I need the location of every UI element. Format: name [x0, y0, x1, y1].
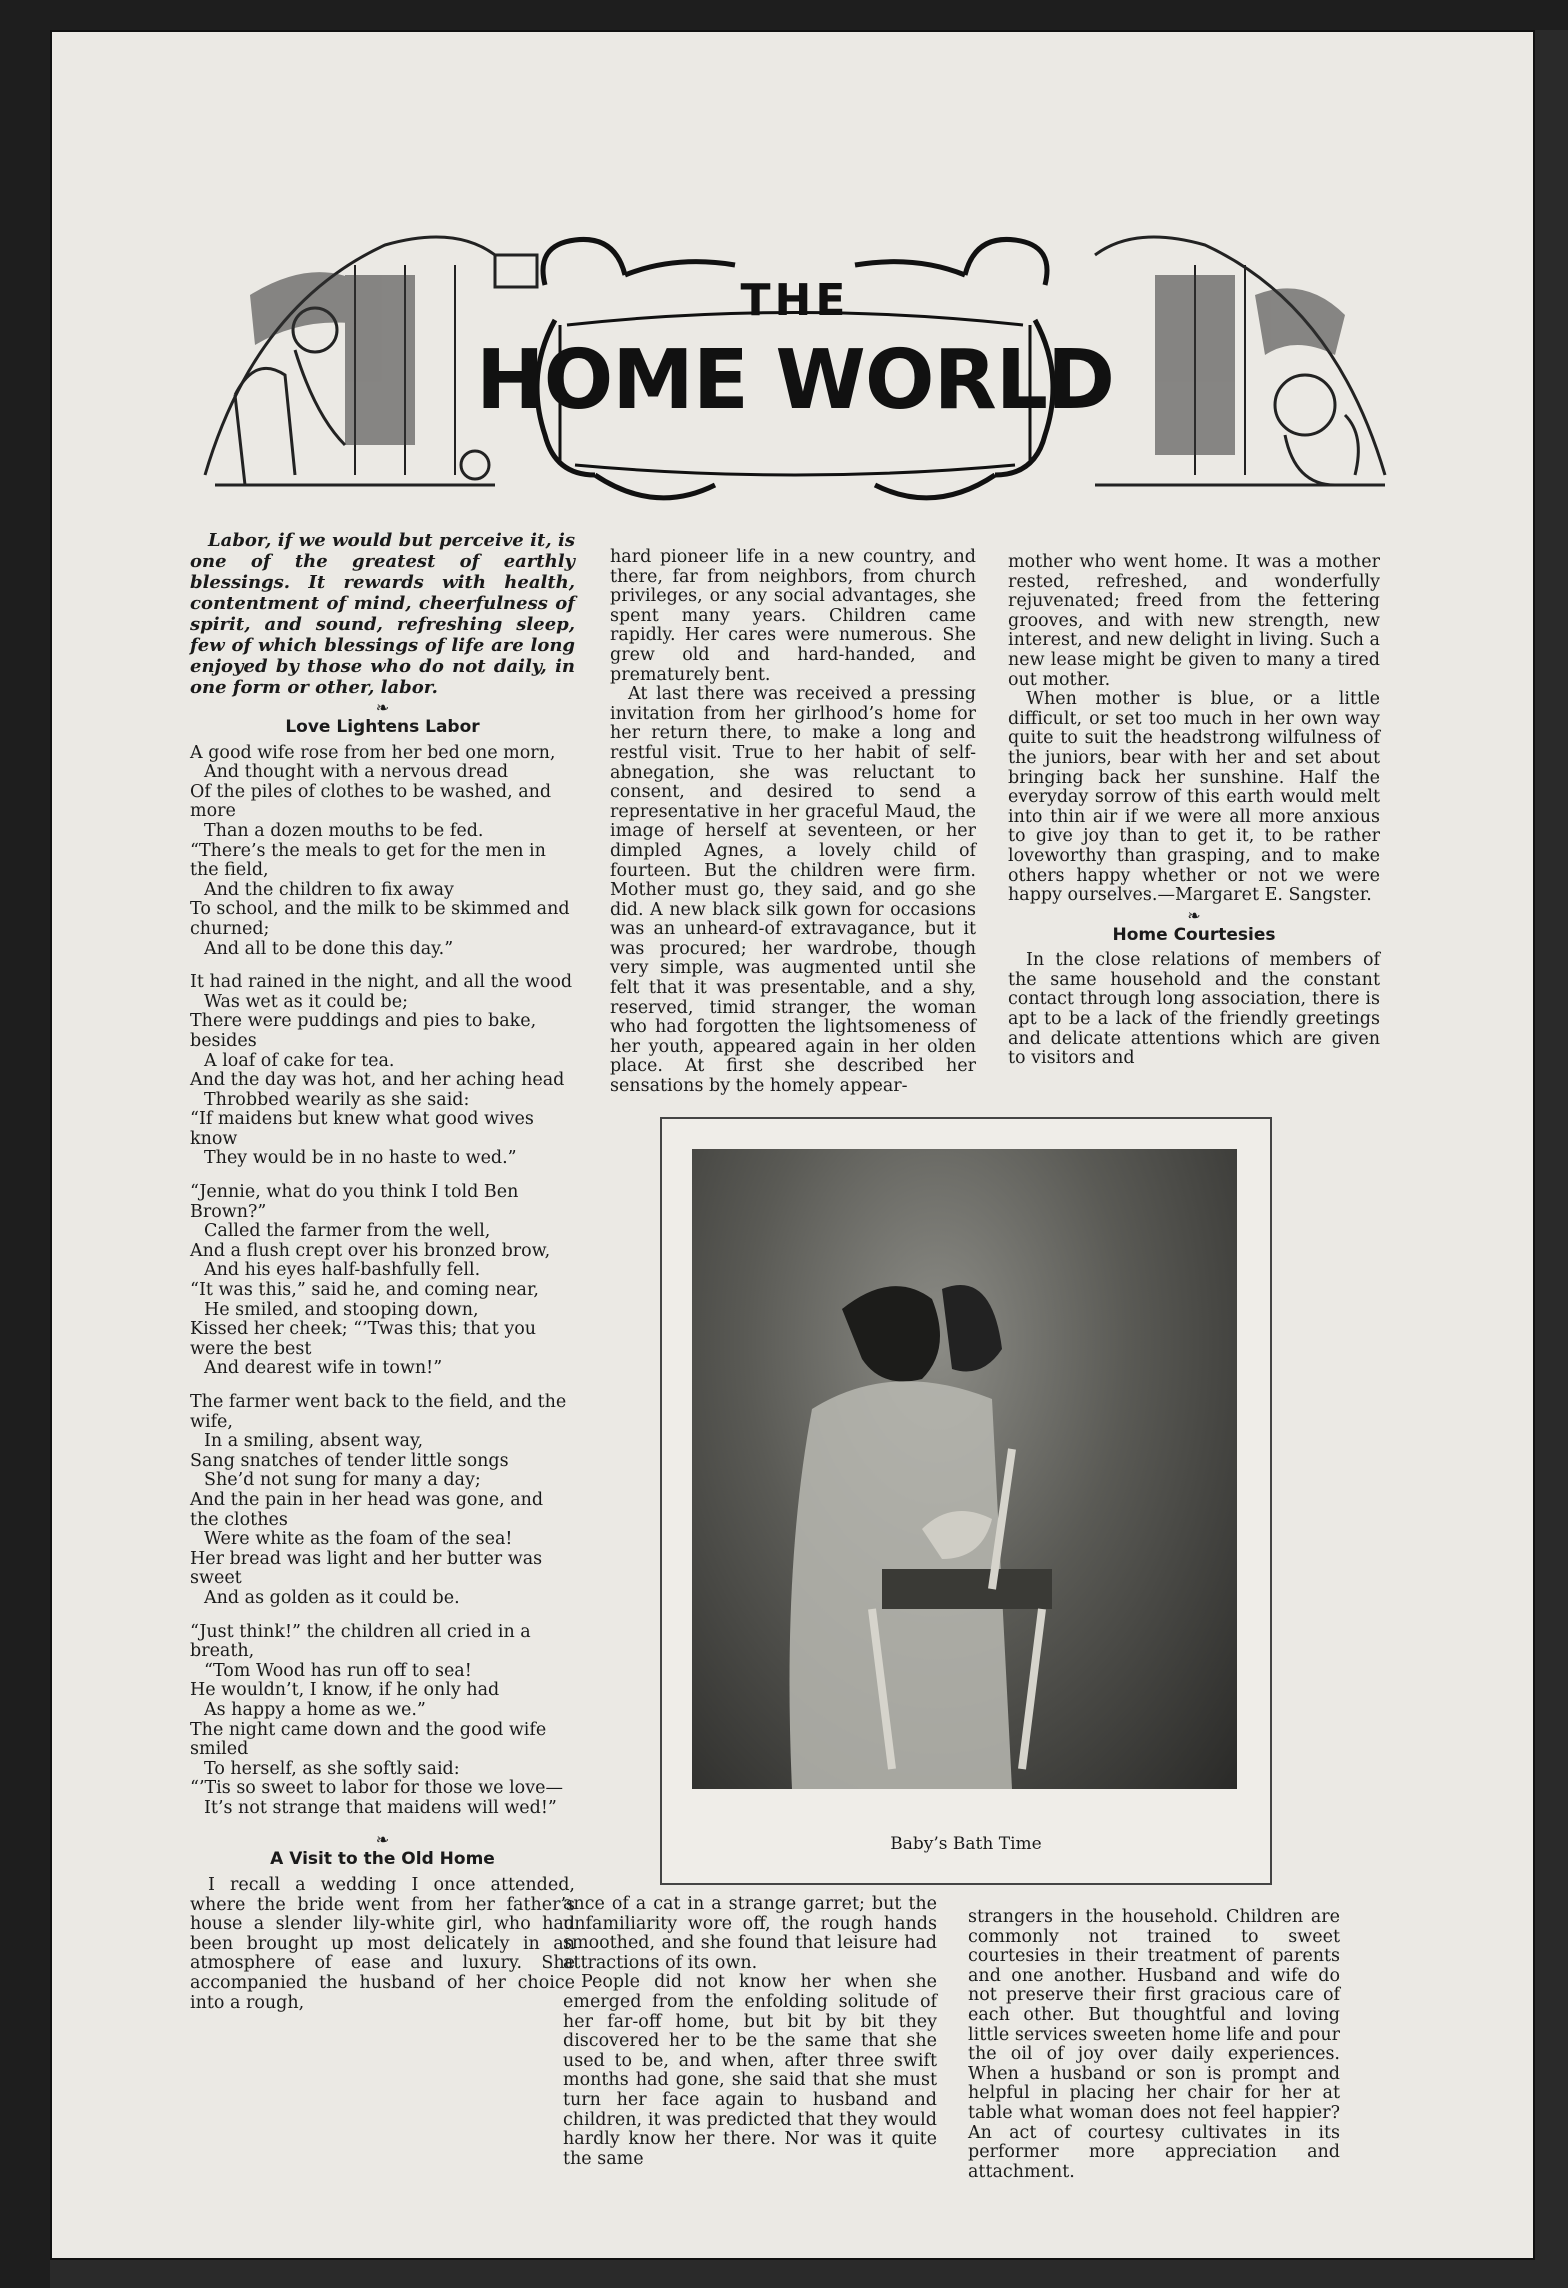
- title-the: THE: [740, 275, 850, 326]
- photo-caption: Baby’s Bath Time: [890, 1834, 1042, 1854]
- heading-home-courtesies: Home Courtesies: [1112, 924, 1276, 945]
- column-2-top: [610, 548, 976, 1097]
- col3-paragraph-3: In the close relations of members of the same household and the constant contact through long association, there is apt to be a lack of the friendly greetings and delicate attentions which are given to visitors and: [1008, 950, 1380, 1069]
- fleuron-icon: ❧: [1187, 905, 1201, 925]
- header-banner: [195, 185, 1395, 525]
- scan-border-left: [0, 0, 50, 2288]
- poem-line: “Just think!” the children all cried in a breath,: [190, 1621, 531, 1662]
- poem-line: Of the piles of clothes to be washed, and more: [190, 781, 552, 822]
- poem-line: “Tom Wood has run off to sea!: [204, 1660, 472, 1681]
- poem-line: There were puddings and pies to bake, besides: [190, 1011, 537, 1051]
- poem-stanza: [190, 1393, 575, 1609]
- poem-line: Was wet as it could be;: [204, 991, 408, 1012]
- poem-line: The night came down and the good wife smiled: [190, 1719, 547, 1760]
- photo-illustration: [692, 1149, 1237, 1789]
- column-2-bottom: [563, 1895, 937, 2169]
- poem-line: In a smiling, absent way,: [204, 1431, 424, 1452]
- poem-stanza: [190, 1183, 575, 1379]
- poem-line: “If maidens but knew what good wives know: [190, 1109, 534, 1149]
- poem-line: “There’s the meals to get for the men in the field,: [190, 840, 546, 881]
- poem-line: And the children to fix away: [204, 879, 454, 900]
- photo-frame: [660, 1117, 1272, 1885]
- col2-paragraph-1: hard pioneer life in a new country, and there, far from neighbors, from church privileges, or any social advantages, she spent many years. Children came rapidly. Her cares were numerous. She grew old and hard-handed, and prematurely bent.: [610, 547, 976, 685]
- fleuron-icon: ❧: [375, 1830, 390, 1850]
- column-1: [190, 530, 575, 2013]
- col2-bottom-paragraph-1: ance of a cat in a strange garret; but the unfamiliarity wore off, the rough hands smoothed, and she found that leisure had attractions of its own.: [563, 1894, 937, 1973]
- poem-line: A good wife rose from her bed one morn,: [190, 742, 556, 763]
- poem-line: Kissed her cheek; “’Twas this; that you were the best: [190, 1319, 537, 1359]
- intro-paragraph: Labor, if we would but perceive it, is one of the greatest of earthly blessings. It rewards with health, contentment of mind, cheerfulness of spirit, and sound, refreshing sleep, few of which blessings of life are long enjoyed by those who do not daily, in one form or other, labor.: [190, 530, 575, 698]
- poem-line: “It was this,” said he, and coming near,: [190, 1280, 539, 1301]
- poem-line: The farmer went back to the field, and the wife,: [190, 1392, 567, 1432]
- poem-line: And the day was hot, and her aching head: [190, 1070, 565, 1091]
- poem-line: As happy a home as we.”: [204, 1699, 426, 1720]
- heading-love-lightens-labor: Love Lightens Labor: [285, 717, 480, 737]
- col3-paragraph-2: When mother is blue, or a little difficult, or set too much in her own way quite to suit the headstrong wilfulness of the juniors, bear with her and set about bringing back her sunshine. Half the everyday sorrow of this earth would melt into thin air if we were all more anxious to give joy than to get it, to be rather loveworthy than grasping, and to make others happy whether or not we were happy ourselves.—Margaret E. Sangster.: [1008, 689, 1380, 906]
- poem-line: And as golden as it could be.: [204, 1587, 460, 1608]
- fleuron-icon: ❧: [375, 698, 390, 717]
- poem-line: And thought with a nervous dread: [204, 762, 509, 783]
- poem-line: And dearest wife in town!”: [204, 1358, 443, 1379]
- poem-line: It’s not strange that maidens will wed!”: [204, 1797, 557, 1818]
- poem-line: To school, and the milk to be skimmed and churned;: [190, 899, 570, 939]
- col2-bottom-paragraph-2: People did not know her when she emerged from the enfolding solitude of her far-off home, but bit by bit they discovered her to be the same that she used to be, and when, after three swift months had gone, she said that she must turn her face again to husband and children, it was predicted that they would hardly know her there. Nor was it quite the same: [563, 1972, 937, 2169]
- poem-line: And a flush crept over his bronzed brow,: [190, 1240, 551, 1261]
- col3-bottom-paragraph: strangers in the household. Children are commonly not trained to sweet courtesies in their treatment of parents and one another. Husband and wife do not preserve their first gracious care of each other. But thoughtful and loving little services sweeten home life and pour the oil of joy over daily experiences. When a husband or son is prompt and helpful in placing her chair for her at table what woman does not feel happier? An act of courtesy cultivates in its performer more appreciation and attachment.: [968, 1907, 1340, 2182]
- visit-paragraph: I recall a wedding I once attended, where the bride went from her father’s house a slender lily-white girl, who had been brought up most delicately in an atmosphere of ease and luxury. She accompanied the husband of her choice into a rough,: [190, 1875, 575, 2013]
- poem-line: She’d not sung for many a day;: [204, 1470, 481, 1491]
- poem-line: “’Tis so sweet to labor for those we love—: [190, 1778, 563, 1799]
- photo-babys-bath-time: [692, 1149, 1237, 1789]
- poem-line: They would be in no haste to wed.”: [204, 1148, 517, 1169]
- poem-line: And the pain in her head was gone, and the clothes: [190, 1489, 544, 1530]
- poem-stanza: [190, 744, 575, 960]
- poem-line: He wouldn’t, I know, if he only had: [190, 1680, 500, 1701]
- heading-visit-old-home: A Visit to the Old Home: [270, 1849, 495, 1870]
- poem-line: And his eyes half-bashfully fell.: [204, 1260, 481, 1281]
- poem-line: Were white as the foam of the sea!: [204, 1529, 513, 1550]
- poem-line: Her bread was light and her butter was sweet: [190, 1548, 543, 1589]
- scan-border-top: [0, 0, 1568, 30]
- poem-love-lightens-labor: [190, 744, 575, 1819]
- column-3-bottom: [968, 1908, 1340, 2182]
- poem-line: Throbbed wearily as she said:: [204, 1089, 470, 1110]
- poem-stanza: [190, 973, 575, 1169]
- column-3-top: [1008, 553, 1380, 1069]
- poem-line: To herself, as she softly said:: [204, 1758, 460, 1779]
- poem-line: A loaf of cake for tea.: [204, 1050, 395, 1071]
- poem-line: Sang snatches of tender little songs: [190, 1450, 509, 1471]
- poem-line: Called the farmer from the well,: [204, 1221, 491, 1242]
- poem-line: He smiled, and stooping down,: [204, 1299, 479, 1320]
- poem-line: It had rained in the night, and all the wood: [190, 972, 573, 993]
- poem-stanza: [190, 1623, 575, 1819]
- poem-line: Than a dozen mouths to be fed.: [204, 820, 484, 841]
- poem-line: “Jennie, what do you think I told Ben Brown?”: [190, 1182, 519, 1222]
- poem-line: And all to be done this day.”: [204, 938, 454, 959]
- title-home-world: HOME WORLD: [475, 333, 1115, 428]
- col2-paragraph-2: At last there was received a pressing invitation from her girlhood’s home for her return there, to make a long and restful visit. True to her habit of self-abnegation, she was reluctant to consent, and desired to send a representative in her graceful Maud, the image of herself at seventeen, or her dimpled Agnes, a lovely child of fourteen. But the children were firm. Mother must go, they said, and go she did. A new black silk gown for occasions was an unheard-of extravagance, but it was procured; her wardrobe, though very simple, was augmented until she felt that it was presentable, and a shy, reserved, timid stranger, the woman who had forgotten the lightsomeness of her youth, appeared again in her olden place. At first she described her sensations by the homely appear-: [610, 684, 976, 1097]
- col3-paragraph-1: mother who went home. It was a mother rested, refreshed, and wonderfully rejuvenated; freed from the fettering grooves, and with new strength, new interest, and new delight in living. Such a new lease might be given to many a tired out mother.: [1008, 552, 1380, 690]
